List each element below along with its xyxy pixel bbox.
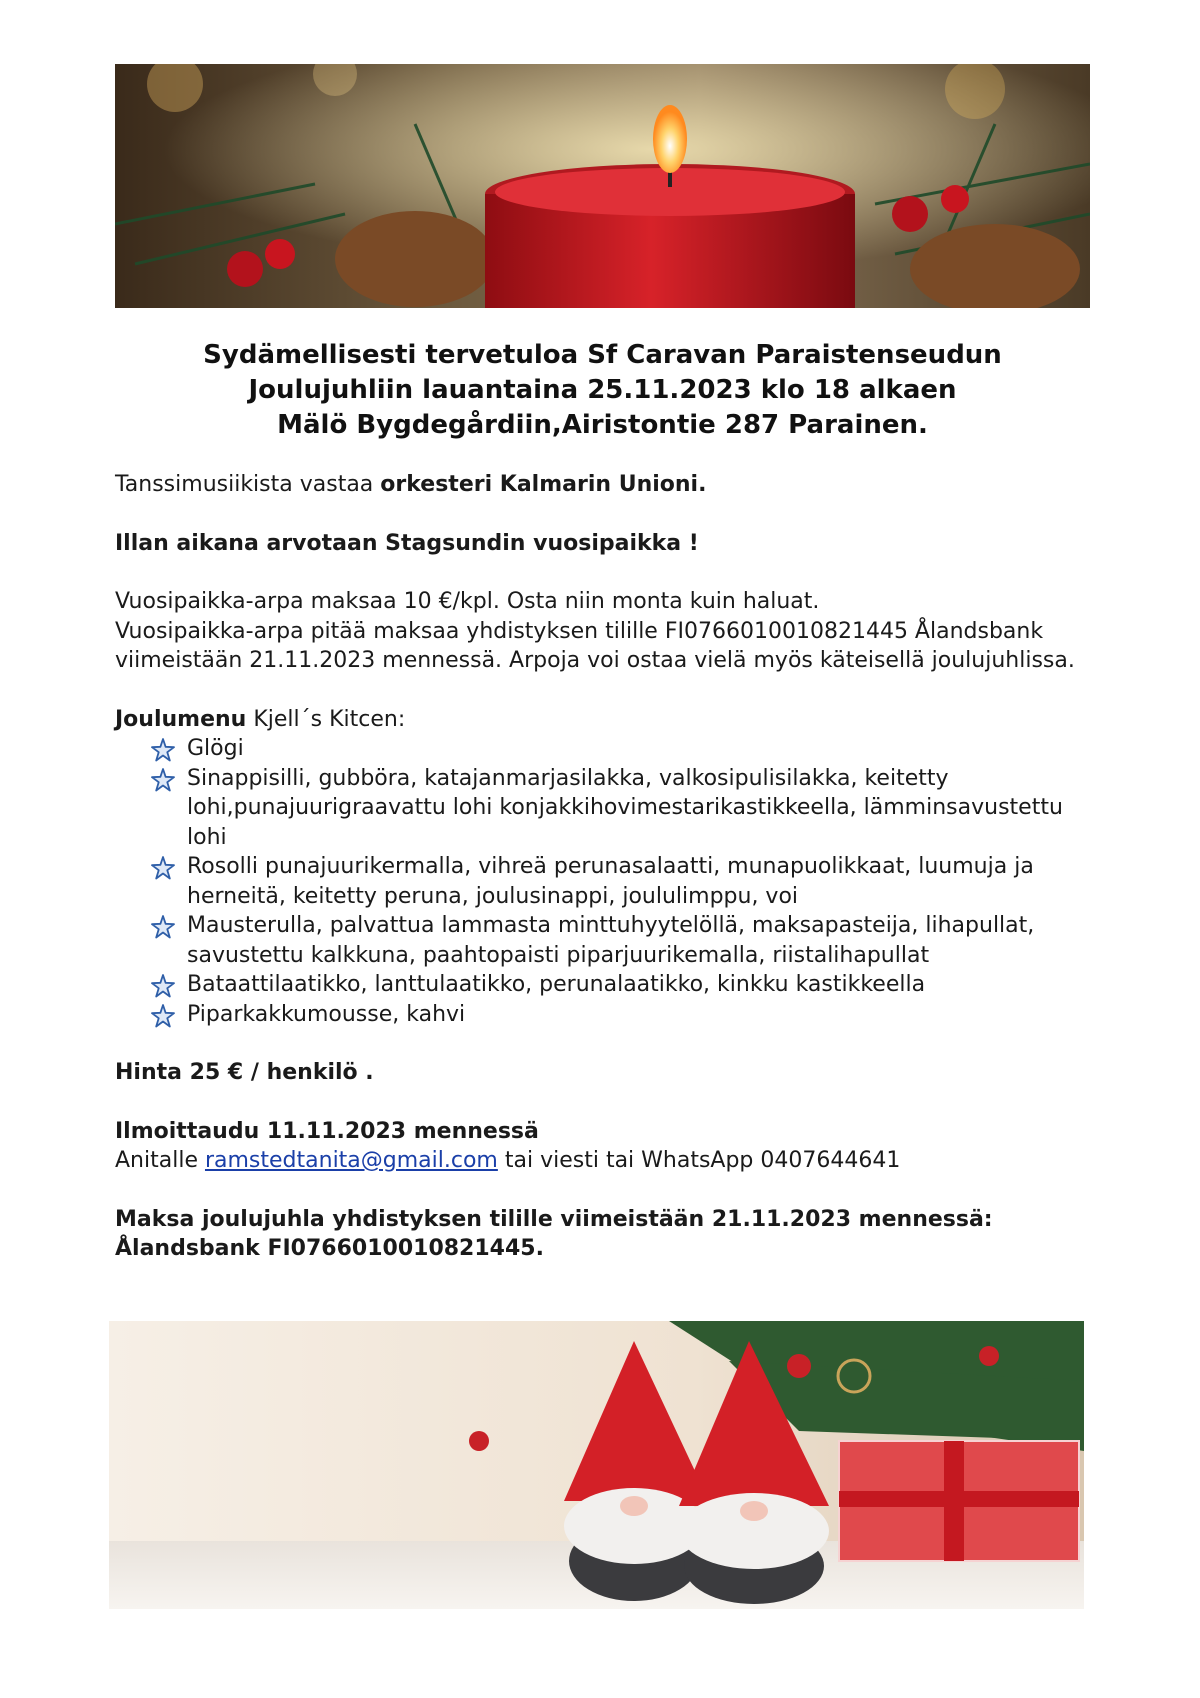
menu-item [151, 764, 1095, 853]
music-info [115, 470, 1095, 500]
raffle-line-1: Vuosipaikka-arpa maksaa 10 €/kpl. Osta niin monta kuin haluat. [115, 589, 820, 614]
event-title [115, 338, 1090, 443]
raffle-line-3: viimeistään 21.11.2023 mennessä. Arpoja voi ostaa vielä myös käteisellä joulujuhlissa. [115, 648, 1075, 673]
star-bullet-icon [151, 738, 175, 762]
menu-caterer: Kjell´s Kitcen: [246, 706, 406, 732]
menu-item [151, 734, 1095, 764]
star-bullet-icon [151, 1004, 175, 1028]
registration-headline [115, 1117, 1095, 1147]
star-bullet-icon [151, 974, 175, 998]
event-details [115, 470, 1095, 1264]
music-prefix: Tanssimusiikista vastaa [115, 472, 381, 497]
menu-item [151, 1000, 1095, 1030]
raffle-headline [115, 529, 1095, 559]
menu-list [115, 734, 1095, 1029]
menu-item [151, 911, 1095, 970]
payment-line-1 [115, 1205, 1095, 1235]
menu-item [151, 970, 1095, 1000]
menu-item-text: Piparkakkumousse, kahvi [187, 1001, 466, 1027]
christmas-gnomes-photo [109, 1321, 1084, 1609]
menu-title: Joulumenu [115, 706, 247, 732]
star-bullet-icon [151, 856, 175, 880]
registration-prefix: Anitalle [115, 1148, 205, 1173]
menu-item-text: Bataattilaatikko, lanttulaatikko, perunalaatikko, kinkku kastikkeella [187, 972, 926, 997]
registration-suffix: tai viesti tai WhatsApp 0407644641 [497, 1148, 901, 1173]
star-bullet-icon [151, 915, 175, 939]
menu-item-text: Glögi [187, 736, 244, 761]
christmas-candle-photo [115, 64, 1090, 308]
title-line-3: Mälö Bygdegårdiin,Airistontie 287 Parainen. [277, 410, 928, 440]
payment-line-1-text: Maksa joulujuhla yhdistyksen tilille viimeistään 21.11.2023 mennessä: [115, 1206, 993, 1232]
email-link[interactable]: ramstedtanita@gmail.com [204, 1148, 498, 1173]
title-line-1: Sydämellisesti tervetuloa Sf Caravan Paraistenseudun [203, 340, 1002, 370]
menu-item [151, 852, 1095, 911]
price-text: Hinta 25 € / henkilö . [115, 1060, 374, 1085]
registration-headline-text: Ilmoittaudu 11.11.2023 mennessä [115, 1118, 539, 1144]
payment-line-2 [115, 1234, 1095, 1264]
band-name: orkesteri Kalmarin Unioni. [380, 472, 707, 497]
star-bullet-icon [151, 768, 175, 792]
gnomes-illustration [109, 1321, 1084, 1609]
candle-illustration [115, 64, 1090, 308]
menu-item-text: Rosolli punajuurikermalla, vihreä perunasalaatti, munapuolikkaat, luumuja ja herneitä, keitetty peruna, joulusinappi, joululimppu, voi [187, 854, 1034, 909]
menu-heading [115, 705, 1095, 735]
raffle-headline-text: Illan aikana arvotaan Stagsundin vuosipaikka ! [115, 530, 699, 556]
price-info [115, 1058, 1095, 1088]
menu-item-text: Sinappisilli, gubböra, katajanmarjasilakka, valkosipulisilakka, keitetty lohi,punajuurigraavattu lohi konjakkihovimestarikastikkeella, lämminsavustettu lohi [187, 765, 1063, 850]
raffle-line-2: Vuosipaikka-arpa pitää maksaa yhdistyksen tilille FI0766010010821445 Ålandsbank [115, 618, 1044, 644]
title-line-2: Joulujuhliin lauantaina 25.11.2023 klo 18 alkaen [248, 375, 957, 405]
registration-contact [115, 1146, 1095, 1176]
menu-item-text: Mausterulla, palvattua lammasta minttuhyytelöllä, maksapasteija, lihapullat, savustettu kalkkuna, paahtopaisti piparjuurikemalla, riistalihapullat [187, 913, 1035, 968]
payment-line-2-text: Ålandsbank FI0766010010821445. [115, 1236, 544, 1261]
